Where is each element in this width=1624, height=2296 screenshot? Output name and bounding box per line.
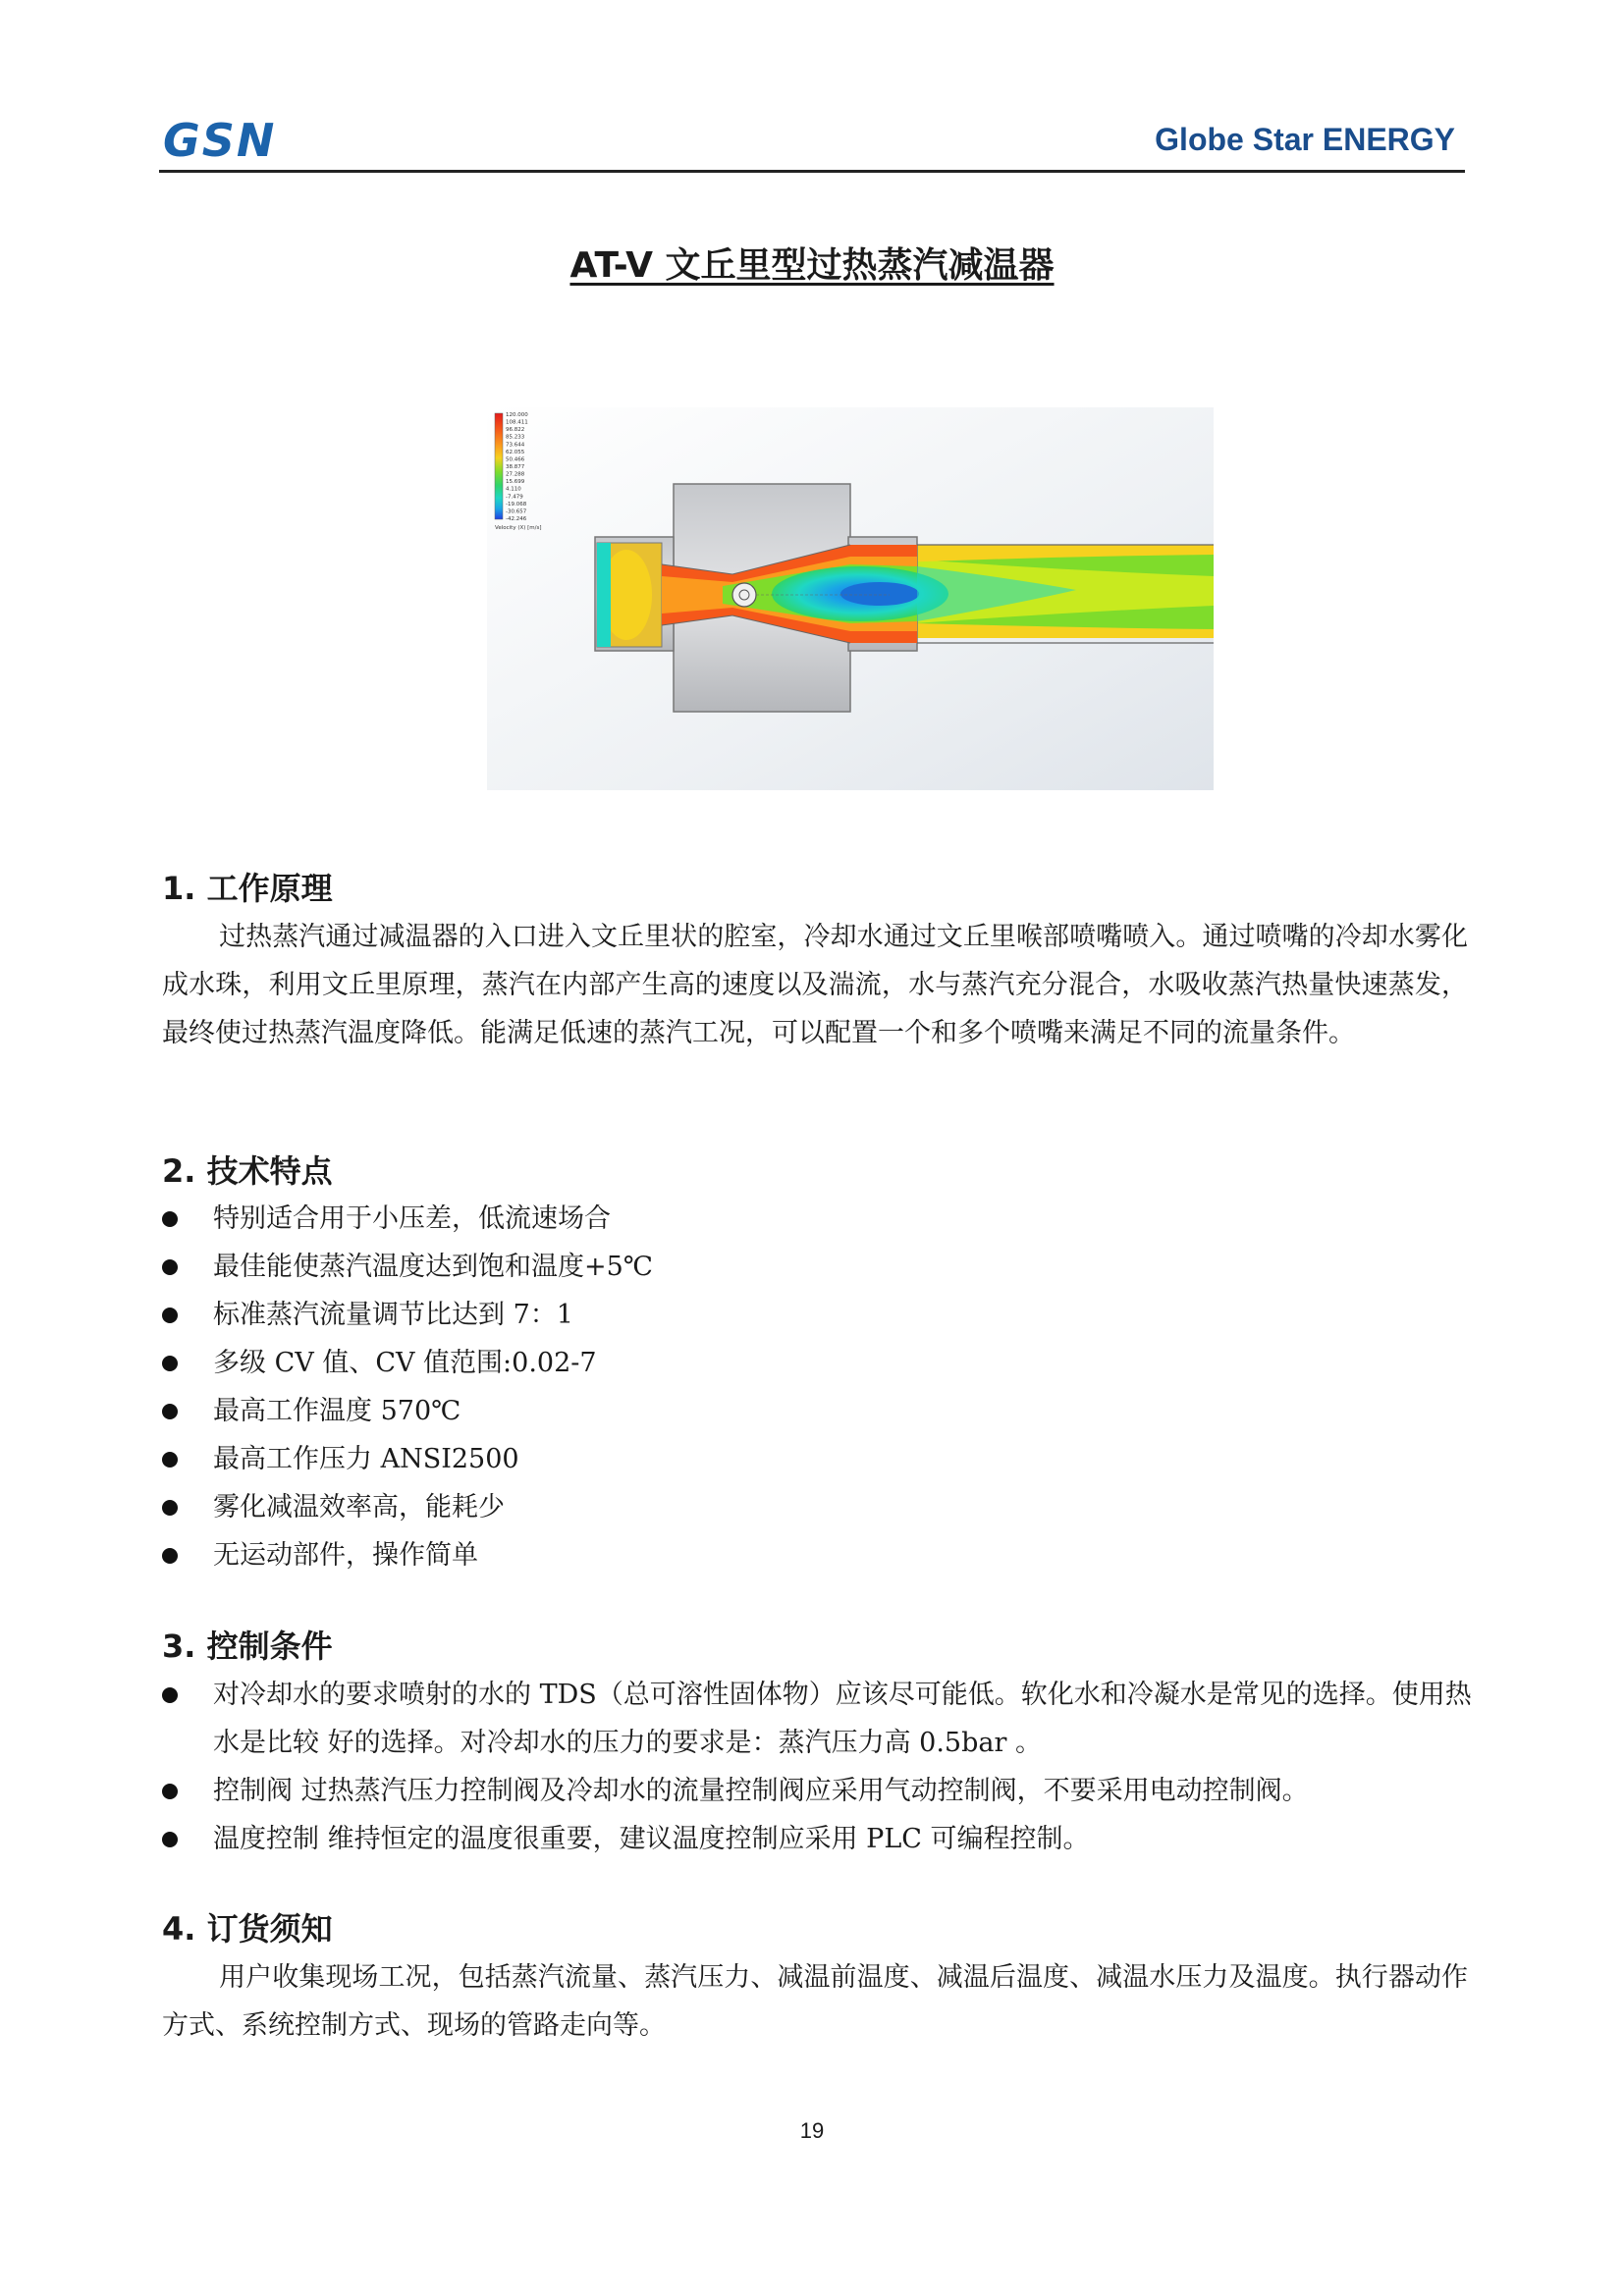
legend-tick-label: -7.479 xyxy=(506,494,523,501)
legend-tick-label: 120.000 xyxy=(506,412,528,418)
bullet-icon xyxy=(162,1832,178,1847)
cfd-velocity-figure xyxy=(487,407,1214,790)
bullet-icon xyxy=(162,1259,178,1275)
legend-tick-label: 62.055 xyxy=(506,449,525,455)
bullet-icon xyxy=(162,1308,178,1323)
page-number: 19 xyxy=(799,2118,825,2143)
working-principle-paragraph xyxy=(162,913,1468,1057)
legend-tick-label: -19.068 xyxy=(506,501,527,507)
page-header xyxy=(159,110,1465,173)
bullet-icon xyxy=(162,1211,178,1227)
ordering-notes-paragraph xyxy=(162,1953,1468,2050)
legend-tick-label: 50.466 xyxy=(506,456,525,463)
header-rule xyxy=(159,170,1465,173)
legend-tick-label: -30.657 xyxy=(506,508,527,515)
list-item: 最高工作温度 570℃ xyxy=(162,1387,1478,1435)
list-item: 雾化减温效率高，能耗少 xyxy=(162,1483,1478,1531)
legend-caption: Velocity (X) [m/s] xyxy=(495,525,542,531)
page-title: AT-V 文丘里型过热蒸汽减温器 xyxy=(569,245,1055,286)
ordering-notes-text: 用户收集现场工况，包括蒸汽流量、蒸汽压力、减温前温度、减温后温度、减温水压力及温度。执行器动作方式、系统控制方式、现场的管路走向等。 xyxy=(162,1962,1468,2041)
legend-tick-label: 108.411 xyxy=(506,419,528,426)
bullet-icon xyxy=(162,1356,178,1371)
bullet-icon xyxy=(162,1452,178,1468)
gsn-logo: GSN xyxy=(163,114,277,167)
working-principle-text: 过热蒸汽通过减温器的入口进入文丘里状的腔室，冷却水通过文丘里喉部喷嘴喷入。通过喷嘴的冷却水雾化成水珠，利用文丘里原理，蒸汽在内部产生高的速度以及湍流，水与蒸汽充分混合，水吸收蒸汽热量快速蒸发，最终使过热蒸汽温度降低。能满足低速的蒸汽工况，可以配置一个和多个喷嘴来满足不同的流量条件。 xyxy=(162,922,1468,1048)
list-item: 最佳能使蒸汽温度达到饱和温度+5℃ xyxy=(162,1243,1478,1291)
legend-tick-label: 15.699 xyxy=(506,479,525,486)
section-heading-technical-features: 2. 技术特点 xyxy=(162,1152,333,1190)
list-item: 控制阀 过热蒸汽压力控制阀及冷却水的流量控制阀应采用气动控制阀，不要采用电动控制阀。 xyxy=(162,1767,1478,1815)
list-item: 标准蒸汽流量调节比达到 7：1 xyxy=(162,1291,1478,1339)
control-conditions-list xyxy=(162,1671,1478,1863)
legend-tick-label: 96.822 xyxy=(506,427,525,434)
legend-tick-label: 85.233 xyxy=(506,434,525,441)
legend-tick-label: 4.110 xyxy=(506,486,521,493)
legend-tick-label: 38.877 xyxy=(506,464,525,470)
section-heading-control-conditions: 3. 控制条件 xyxy=(162,1628,333,1665)
legend-tick-label: -42.246 xyxy=(506,516,527,522)
legend-tick-label: 27.288 xyxy=(506,471,525,478)
section-heading-ordering-notes: 4. 订货须知 xyxy=(162,1910,333,1948)
legend-tick-label: 73.644 xyxy=(506,442,525,449)
list-item: 温度控制 维持恒定的温度很重要，建议温度控制应采用 PLC 可编程控制。 xyxy=(162,1815,1478,1863)
bullet-icon xyxy=(162,1500,178,1516)
section-heading-working-principle: 1. 工作原理 xyxy=(162,870,333,907)
bullet-icon xyxy=(162,1687,178,1703)
brand-name: Globe Star ENERGY xyxy=(1155,122,1455,157)
list-item: 无运动部件，操作简单 xyxy=(162,1531,1478,1579)
technical-features-list xyxy=(162,1195,1478,1579)
bullet-icon xyxy=(162,1548,178,1564)
bullet-icon xyxy=(162,1784,178,1799)
list-item: 最高工作压力 ANSI2500 xyxy=(162,1435,1478,1483)
list-item: 对冷却水的要求喷射的水的 TDS（总可溶性固体物）应该尽可能低。软化水和冷凝水是常见的选择。使用热水是比较 好的选择。对冷却水的压力的要求是：蒸汽压力高 0.5bar 。 xyxy=(162,1671,1478,1767)
list-item: 特别适合用于小压差，低流速场合 xyxy=(162,1195,1478,1243)
bullet-icon xyxy=(162,1404,178,1419)
list-item: 多级 CV 值、CV 值范围:0.02-7 xyxy=(162,1339,1478,1387)
